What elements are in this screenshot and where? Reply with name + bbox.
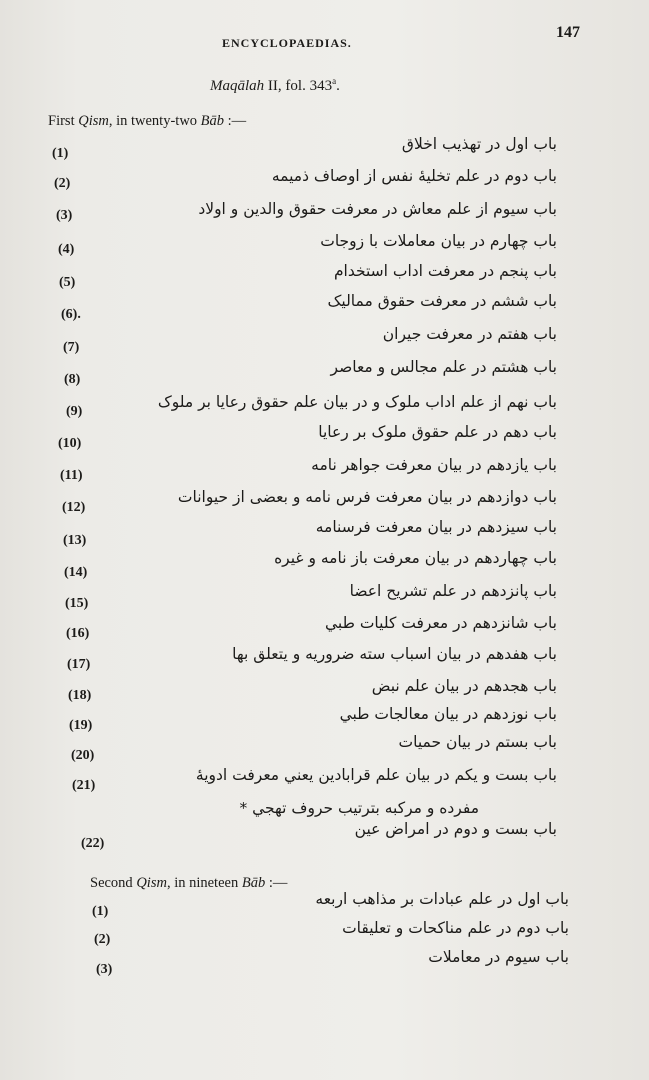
page-number: 147 [556, 24, 580, 41]
entry-text: باب نوزدهم در بیان معالجات طبي [339, 705, 557, 723]
entry-text: باب دهم در علم حقوق ملوک بر رعایا [318, 423, 557, 441]
qism-heading-bab: Bāb [200, 113, 225, 129]
entry-number: (7) [63, 340, 80, 355]
entry-number: (1) [52, 146, 69, 161]
entry-text: باب سیوم از علم معاش در معرفت حقوق والدین و اولاد [198, 200, 557, 218]
entry-number: (9) [66, 404, 83, 419]
qism-heading-qism: Qism [78, 113, 109, 129]
entry-text-continuation: مفرده و مرکبه بترتیب حروف تهجي * [239, 799, 479, 817]
entry-number: (6). [61, 307, 81, 322]
entry-text: باب اول در تهذیب اخلاق [401, 135, 557, 153]
section-subheading [210, 76, 340, 95]
entry-text: باب بستم در بیان حمیات [398, 733, 557, 751]
qism-heading-pre: First [48, 113, 79, 129]
qism-heading-mid: , in twenty-two [108, 113, 201, 129]
entry-text: باب دوازدهم در بیان معرفت فرس نامه و بعضی از حیوانات [177, 488, 557, 506]
entry-number: (1) [92, 904, 109, 919]
entry-number: (4) [58, 242, 75, 257]
entry-text: باب اول در علم عبادات بر مذاهب اربعه [315, 890, 569, 908]
qism-heading-bab: Bāb [241, 875, 266, 891]
entry-number: (17) [67, 657, 91, 672]
entry-text: باب چهاردهم در بیان معرفت باز نامه و غیره [274, 549, 557, 567]
entry-text: باب دوم در علم تخلیهٔ نفس از اوصاف ذمیمه [271, 167, 557, 185]
entry-text: باب سیزدهم در بیان معرفت فرسنامه [315, 518, 557, 536]
qism-heading-post: :— [224, 113, 247, 129]
entry-number: (12) [62, 500, 86, 515]
subheading-folio-sup: a [332, 76, 337, 86]
entry-text: باب هفدهم در بیان اسباب سته ضروریه و یتعلق بها [232, 645, 557, 663]
entry-text: باب دوم در علم مناکحات و تعلیقات [342, 919, 569, 937]
entry-text: باب هشتم در علم مجالس و معاصر [330, 358, 557, 376]
qism-heading-mid: , in nineteen [166, 875, 242, 891]
entry-text: باب پانزدهم در علم تشریح اعضا [349, 582, 557, 600]
entry-number: (13) [63, 533, 87, 548]
entry-number: (2) [54, 176, 71, 191]
entry-text: باب هفتم در معرفت جیران [382, 325, 557, 343]
entry-text: باب ششم در معرفت حقوق ممالیک [327, 292, 557, 310]
entry-text: باب سیوم در معاملات [428, 948, 569, 966]
entry-number: (3) [56, 208, 73, 223]
qism-heading-qism: Qism [136, 875, 167, 891]
entry-number: (22) [81, 836, 105, 851]
subheading-folio: II, fol. 343 [264, 78, 333, 94]
entry-text: باب نهم از علم اداب ملوک و در بیان علم حقوق رعایا بر ملوک [157, 393, 557, 411]
entry-number: (19) [69, 718, 93, 733]
entry-text: باب پنجم در معرفت اداب استخدام [333, 262, 557, 280]
subheading-maqalah: Maqālah [210, 78, 265, 94]
entry-number: (18) [68, 688, 92, 703]
entry-number: (14) [64, 565, 88, 580]
entry-text: باب هجدهم در بیان علم نبض [371, 677, 557, 695]
entry-number: (11) [60, 468, 83, 483]
entry-number: (20) [71, 748, 95, 763]
qism-heading-first [48, 113, 246, 130]
entry-text: باب چهارم در بیان معاملات با زوجات [320, 232, 557, 250]
entry-number: (8) [64, 372, 81, 387]
entry-number: (16) [66, 626, 90, 641]
qism-heading-second [90, 875, 287, 892]
entry-text: باب شانزدهم در معرفت کلیات طبي [324, 614, 557, 632]
qism-heading-pre: Second [90, 875, 137, 891]
entry-text: باب یازدهم در بیان معرفت جواهر نامه [311, 456, 557, 474]
entry-number: (15) [65, 596, 89, 611]
entry-number: (2) [94, 932, 111, 947]
qism-heading-post: :— [265, 875, 288, 891]
running-head: ENCYCLOPAEDIAS. [222, 36, 352, 50]
entry-text: باب بست و دوم در امراض عین [354, 820, 557, 838]
entry-number: (21) [72, 778, 96, 793]
entry-number: (5) [59, 275, 76, 290]
entry-number: (10) [58, 436, 82, 451]
entry-number: (3) [96, 962, 113, 977]
entry-text: باب بست و یکم در بیان علم قرابادین یعني معرفت ادویهٔ [195, 766, 557, 784]
subheading-end: . [336, 78, 340, 94]
